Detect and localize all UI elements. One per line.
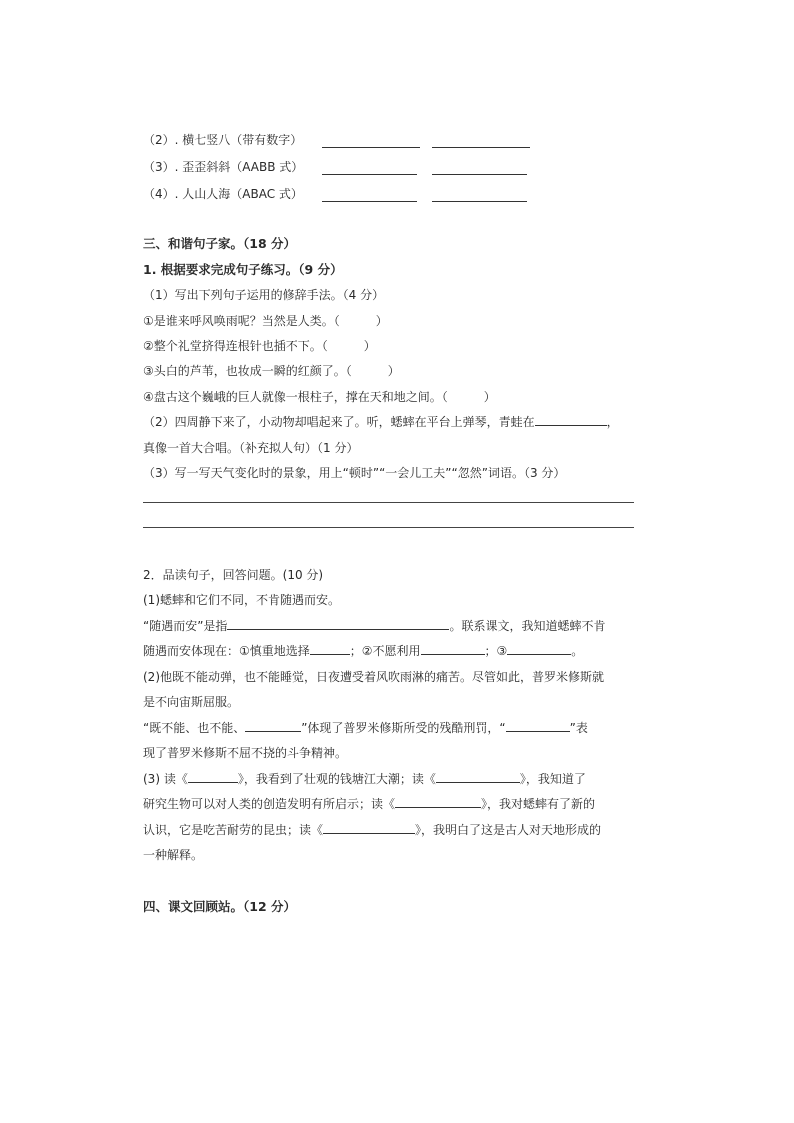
q2-line-6 xyxy=(143,720,588,736)
q2-text: ；③ xyxy=(484,644,508,658)
q2-line-3 xyxy=(143,643,583,659)
q2-text: “随遇而安”是指 xyxy=(143,619,228,633)
question-2-title: 2．品读句子，回答问题。(10 分) xyxy=(143,568,324,582)
q2-text: ”表 xyxy=(569,721,588,735)
sentence-1: ①是谁来呼风唤雨呢？当然是人类。（ ） xyxy=(143,314,388,328)
answer-blank[interactable] xyxy=(322,147,420,148)
q2-line-11: 一种解释。 xyxy=(143,848,204,862)
q2-text: 。 xyxy=(571,644,584,658)
q2-line-4: (2)他既不能动弹，也不能睡觉，日夜遭受着风吹雨淋的痛苦。尽管如此，普罗米修斯就 xyxy=(143,670,605,684)
q2-line-7: 现了普罗米修斯不屈不挠的斗争精神。 xyxy=(143,746,348,760)
question-1-2-line-1 xyxy=(143,414,619,430)
answer-blank[interactable] xyxy=(188,771,238,783)
punctuation: ， xyxy=(606,415,619,429)
answer-blank[interactable] xyxy=(436,771,520,783)
question-1-3: （3）写一写天气变化时的景象，用上“顿时”“一会儿工夫”“忽然”词语。（3 分） xyxy=(143,466,566,480)
q2-text: “既不能、也不能、 xyxy=(143,721,246,735)
q2-text: 》，我对蟋蟀有了新的 xyxy=(481,797,596,811)
q2-text: (3) 读《 xyxy=(143,772,188,786)
writing-line[interactable] xyxy=(143,502,634,503)
question-1-2-text: （2）四周静下来了，小动物却唱起来了。听，蟋蟀在平台上弹琴，青蛙在 xyxy=(143,415,535,429)
answer-blank[interactable] xyxy=(535,414,607,426)
q2-text: 》，我知道了 xyxy=(519,772,586,786)
answer-blank[interactable] xyxy=(432,147,530,148)
q2-text: 研究生物可以对人类的创造发明有所启示；读《 xyxy=(143,797,396,811)
section-4-title: 四、课文回顾站。（12 分） xyxy=(143,899,296,914)
section-3-title: 三、和谐句子家。（18 分） xyxy=(143,236,296,251)
q2-text: 随遇而安体现在：①慎重地选择 xyxy=(143,644,310,658)
answer-blank[interactable] xyxy=(421,643,485,655)
sentence-3: ③头白的芦苇，也妆成一瞬的红颜了。（ ） xyxy=(143,364,400,378)
answer-blank[interactable] xyxy=(507,643,571,655)
word-item-4: （4）. 人山人海（ABAC 式） xyxy=(143,187,303,201)
q2-line-2 xyxy=(143,618,605,634)
answer-blank[interactable] xyxy=(323,822,415,834)
q2-line-5: 是不向宙斯屈服。 xyxy=(143,695,240,709)
writing-line[interactable] xyxy=(143,527,634,528)
q2-text: 》，我明白了这是古人对天地形成的 xyxy=(415,823,602,837)
answer-blank[interactable] xyxy=(395,796,481,808)
q2-text: ；②不愿利用 xyxy=(349,644,421,658)
q2-line-9 xyxy=(143,796,595,812)
q2-text: 认识，它是吃苦耐劳的昆虫；读《 xyxy=(143,823,324,837)
q2-text: 。联系课文，我知道蟋蟀不肯 xyxy=(449,619,606,633)
question-1-1: （1）写出下列句子运用的修辞手法。（4 分） xyxy=(143,288,385,302)
q2-line-1: (1)蟋蟀和它们不同，不肯随遇而安。 xyxy=(143,593,340,607)
answer-blank[interactable] xyxy=(245,720,301,732)
answer-blank[interactable] xyxy=(432,201,527,202)
answer-blank[interactable] xyxy=(322,174,417,175)
question-1-2-line-2: 真像一首大合唱。（补充拟人句）（1 分） xyxy=(143,441,359,455)
q2-line-10 xyxy=(143,822,601,838)
word-item-2: （2）. 横七竖八（带有数字） xyxy=(143,133,303,147)
question-1-title: 1. 根据要求完成句子练习。（9 分） xyxy=(143,262,343,277)
q2-text: ”体现了普罗米修斯所受的残酷刑罚，“ xyxy=(301,721,506,735)
q2-text: 》，我看到了壮观的钱塘江大潮；读《 xyxy=(237,772,436,786)
sentence-4: ④盘古这个巍峨的巨人就像一根柱子，撑在天和地之间。（ ） xyxy=(143,390,496,404)
word-item-3: （3）. 歪歪斜斜（AABB 式） xyxy=(143,160,304,174)
answer-blank[interactable] xyxy=(310,643,350,655)
sentence-2: ②整个礼堂挤得连根针也插不下。（ ） xyxy=(143,339,376,353)
answer-blank[interactable] xyxy=(322,201,417,202)
answer-blank[interactable] xyxy=(432,174,527,175)
q2-line-8 xyxy=(143,771,586,787)
answer-blank[interactable] xyxy=(227,618,449,630)
answer-blank[interactable] xyxy=(506,720,570,732)
